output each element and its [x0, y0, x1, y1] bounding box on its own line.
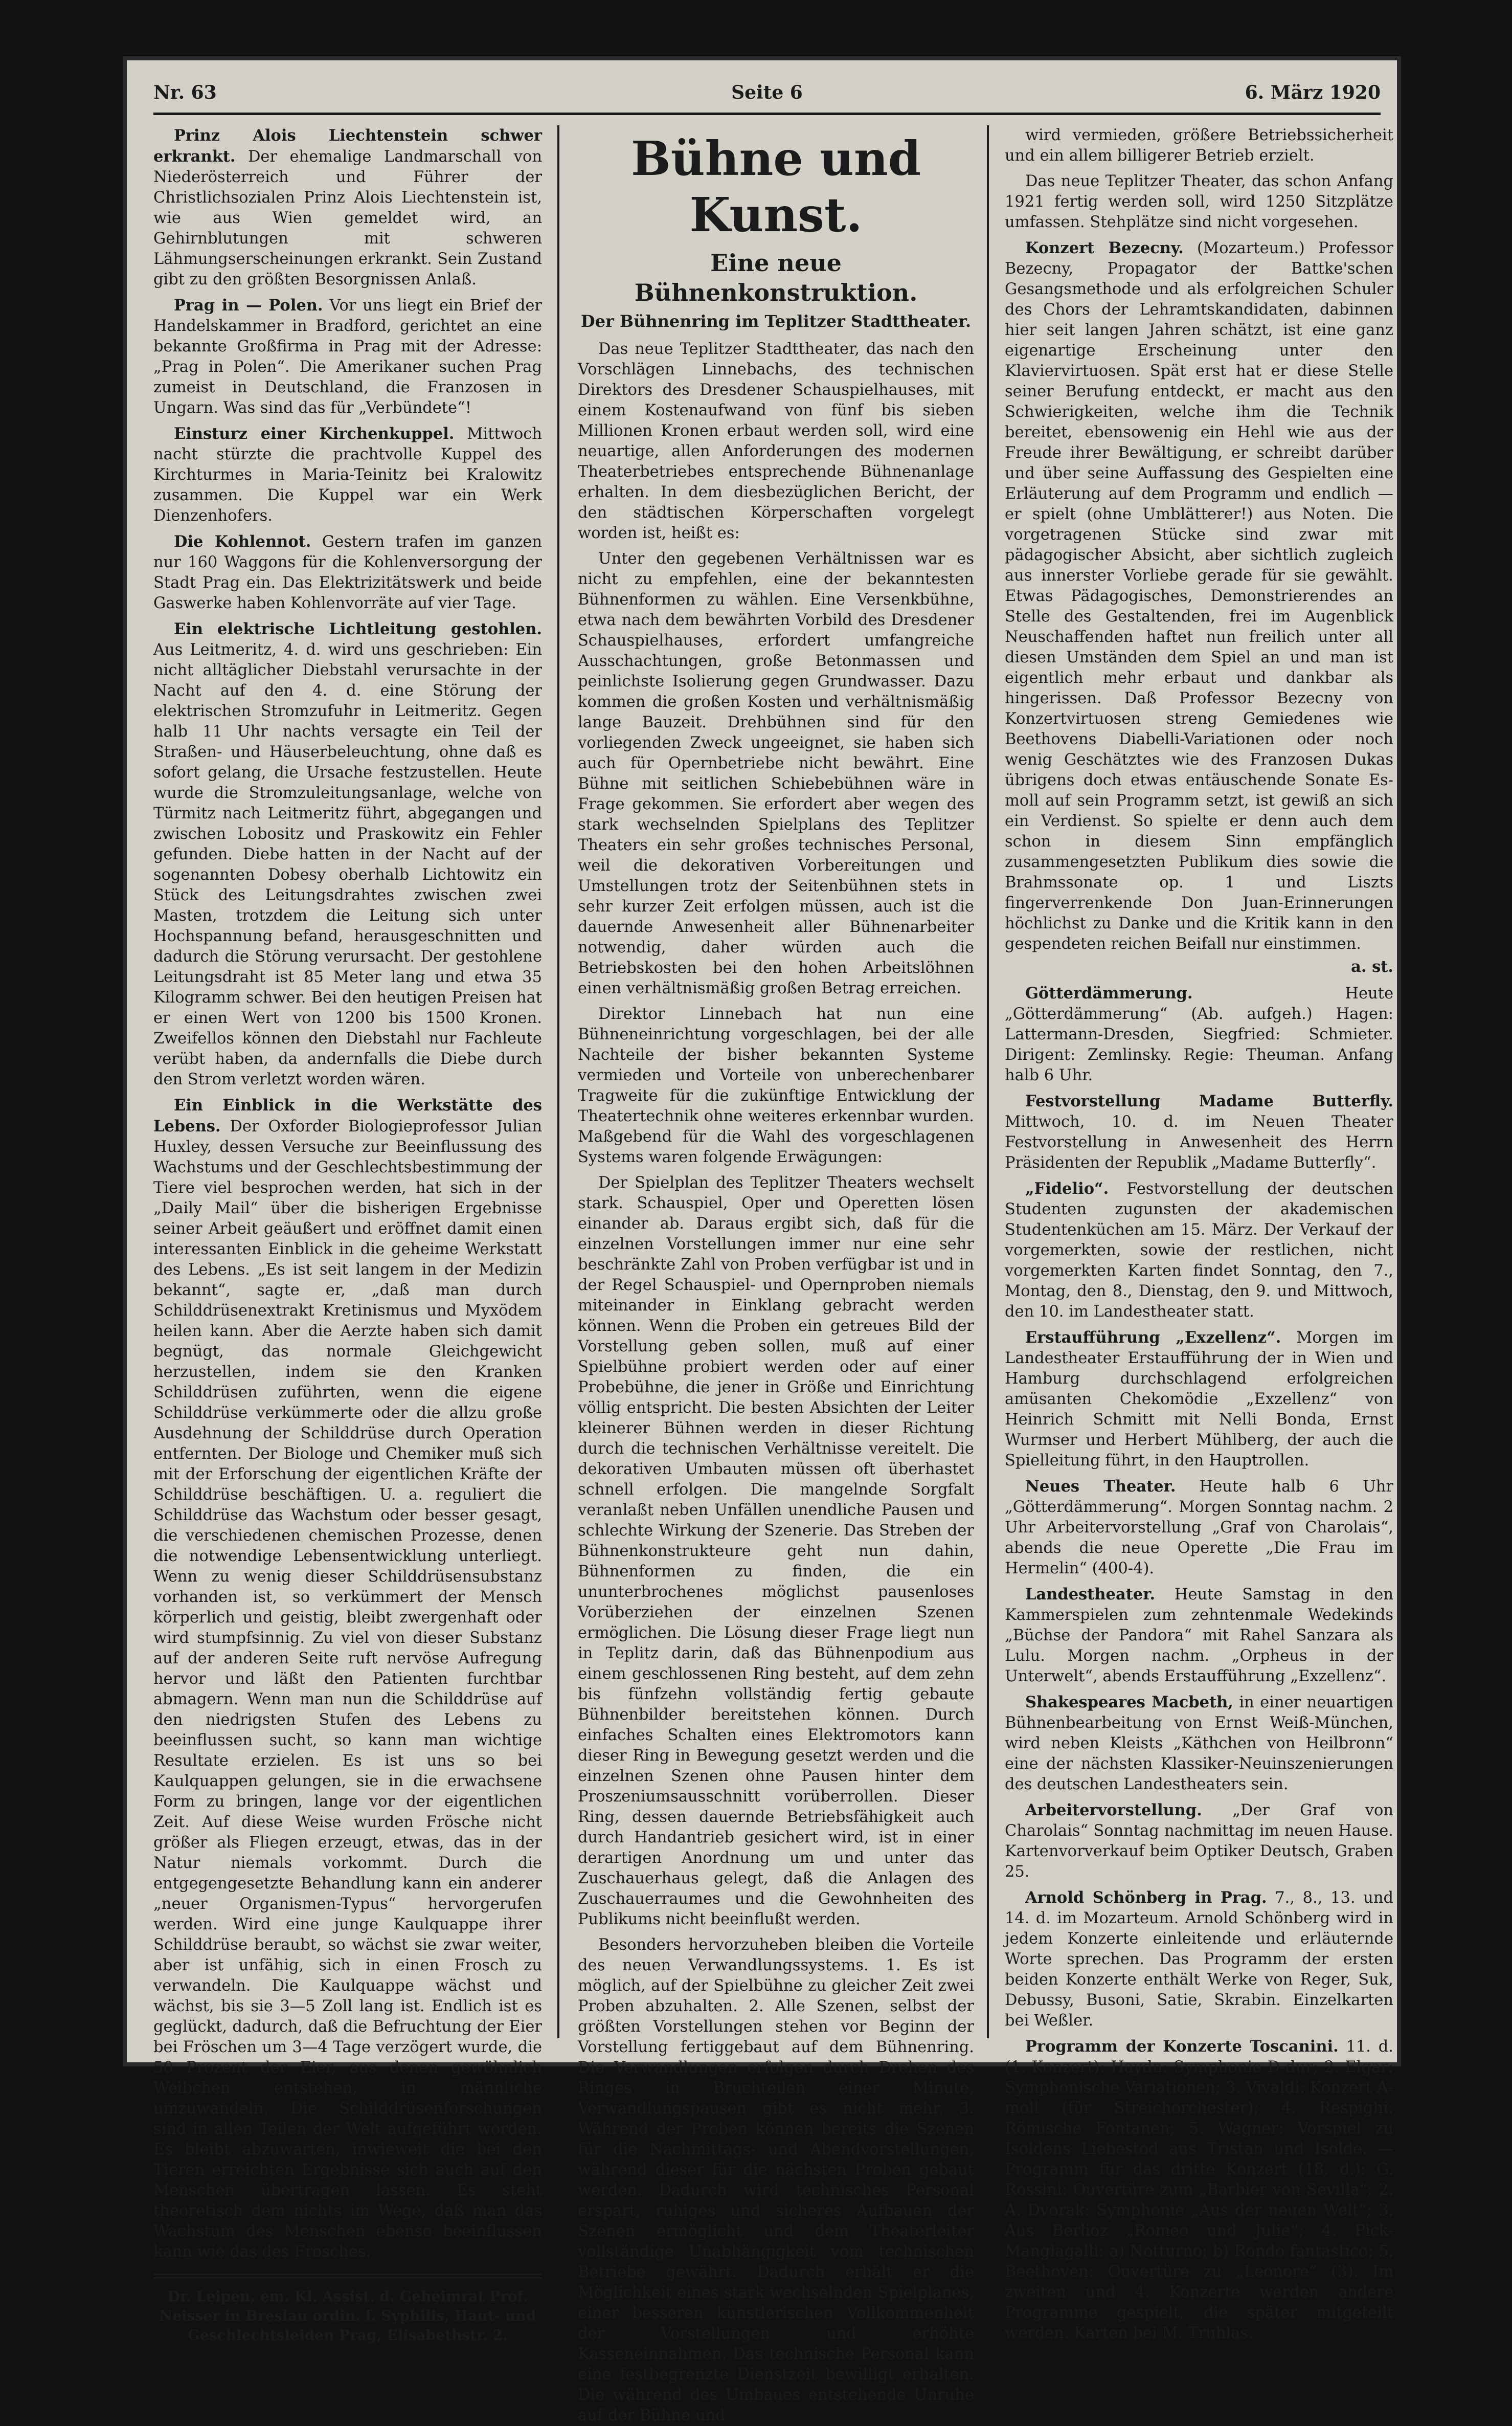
notice-item	[1005, 1327, 1393, 1471]
item-lead: Programm der Konzerte Toscanini.	[1025, 2037, 1339, 2056]
page-number: Seite 6	[731, 82, 803, 103]
issue-number: Nr. 63	[153, 82, 217, 103]
item-lead: Neues Theater.	[1025, 1477, 1176, 1496]
item-text: in einer neuartigen Bühnenbearbeitung von Ernst Weiß-München, wird neben Kleists „Käthchen von Heilbronn“ eine der nächsten Klassiker-Neuinszenierungen des deutschen Landestheaters sein.	[1005, 1694, 1393, 1793]
page-header	[153, 72, 1381, 115]
article-body	[578, 339, 974, 2426]
news-items	[153, 125, 542, 2262]
article-paragraph: Das neue Teplitzer Stadttheater, das nach den Vorschlägen Linnebachs, des technischen Direktors des Dresdener Schauspielhauses, mit einem Kostenaufwand von fünf bis sieben Millionen Kronen erbaut werden soll, wird eine neuartige, allen Anforderungen des modernen Theaterbetriebes entsprechende Bühnenanlage erhalten. In dem diesbezüglichen Bericht, der den städtischen Körperschaften vorgelegt worden ist, heißt es:	[578, 340, 974, 542]
item-lead: Shakespeares Macbeth,	[1025, 1693, 1233, 1711]
item-lead: „Fidelio“.	[1025, 1179, 1109, 1198]
item-text: Mittwoch, 10. d. im Neuen Theater Festvorstellung in Anwesenheit des Herrn Präsidenten der Republik „Madame Butterfly“.	[1005, 1113, 1393, 1172]
article-paragraph: Unter den gegebenen Verhältnissen war es nicht zu empfehlen, eine der bekanntesten Bühnenformen zu wählen. Eine Versenkbühne, etwa nach dem bewährten Vorbild des Dresdener Schauspielhauses, erfordert umfangreiche Ausschachtungen, große Betonmassen und peinlichste Isolierung gegen Grundwasser. Dazu kommen die großen Kosten und verhältnismäßig lange Bauzeit. Drehbühnen sind für den vorliegenden Zweck ungeeignet, sie haben sich auch für Opernbetriebe nicht bewährt. Eine Bühne mit seitlichen Schiebebühnen wäre in Frage gekommen. Sie erfordert aber wegen des stark wechselnden Spielplans des Teplitzer Theaters ein sehr großes technisches Personal, weil die dekorativen Vorbereitungen und Umstellungen trotz der Seitenbühnen stets in sehr kurzer Zeit erfolgen müssen, auch ist die dauernde Anwesenheit aller Bühnenarbeiter notwendig, daher würden auch die Betriebskosten bei den hohen Arbeitslöhnen einen verhältnismäßig großen Betrag erreichen.	[578, 550, 974, 997]
item-lead: Arbeitervorstellung.	[1025, 1801, 1202, 1819]
issue-date: 6. März 1920	[1245, 82, 1381, 103]
item-text: Der Oxforder Biologieprofessor Julian Huxley, dessen Versuche zur Beeinflussung des Wachstums und der Geschlechtsbestimmung der Tiere viel besprochen werden, hat sich in der „Daily Mail“ über die bisherigen Ergebnisse seiner Arbeit geäußert und eröffnet damit einen interessanten Einblick in die geheime Werkstatt des Lebens. „Es ist seit langem in der Medizin bekannt“, sagte er, „daß man durch Schilddrüsenextrakt Kretinismus und Myxödem heilen kann. Aber die Aerzte haben sich damit begnügt, das normale Gleichgewicht herzustellen, indem sie den Kranken Schilddrüsen zuführten, wenn die eigene Schilddrüse verkümmerte oder die allzu große Ausdehnung der Schilddrüse durch Operation entfernten. Der Biologe und Chemiker muß sich mit der Erforschung der eigentlichen Kräfte der Schilddrüse beschäftigen. U. a. reguliert die Schilddrüse das Wachstum oder besser gesagt, die verschiedenen chemischen Prozesse, denen die notwendige Lebensentwicklung unterliegt. Wenn zu wenig dieser Schilddrüsensubstanz vorhanden ist, so verkümmert der Mensch körperlich und geistig, bleibt zwergenhaft oder wird stumpfsinnig. Zu viel von dieser Substanz auf der anderen Seite ruft nervöse Aufregung hervor und läßt den Patienten furchtbar abmagern. Wenn man nun die Schilddrüse auf den niedrigsten Stufen des Lebens zu beeinflussen sucht, so kann man wichtige Resultate erzielen. Es ist uns so bei Kaulquappen gelungen, sie in die erwachsene Form zu bringen, lange vor der eigentlichen Zeit. Auf diese Weise wurden Frösche nicht größer als Fliegen erzeugt, etwas, das in der Natur niemals vorkommt. Durch die entgegengesetzte Behandlung kann ein anderer „neuer Organismen-Typus“ hervorgerufen werden. Wird eine junge Kaulquappe ihrer Schilddrüse beraubt, so wächst sie zwar weiter, aber ist unfähig, sich in einen Frosch zu verwandeln. Die Kaulquappe wächst und wächst, bis sie 3—5 Zoll lang ist. Endlich ist es geglückt, dadurch, daß die Befruchtung der Eier bei Fröschen um 3—4 Tage verzögert wurde, die 50 Prozent der Eier, aus denen gewöhnlich Weibchen entstehen, in männliche umzuwandeln. Die Schilddrüsenforschungen sind in allen Teilen der Welt aufgeführt worden. Es bleibt abzuwarten, inwieweit die bei den Tieren erreichten Ergebnisse sich auch auf den Menschen übertragen lassen. Es steht theoretisch dem nichts im Wege, daß man das Wachstum des Menschen ebenso beeinflussen kann wie das des Frosches.	[153, 1118, 542, 2261]
article-paragraph: Direktor Linnebach hat nun eine Bühneneinrichtung vorgeschlagen, bei der alle Nachteile der bisher bekannten Systeme vermieden und Vorteile von unberechenbarer Tragweite für die zukünftige Entwicklung der Theatertechnik ohne weiteres erkennbar wurden. Maßgebend für die Wahl des vorgeschlagenen Systems waren folgende Erwägungen:	[578, 1005, 974, 1166]
review-paragraph	[1005, 238, 1393, 954]
item-lead: Ein Einblick in die Werkstätte des Lebens.	[153, 1096, 542, 1136]
article-headline: Eine neue Bühnenkonstruktion.	[634, 249, 918, 306]
news-item	[153, 295, 542, 418]
item-text: 7., 8., 13. und 14. d. im Mozarteum. Arnold Schönberg wird in jedem Konzerte einleitende und erläuternde Worte sprechen. Das Programm der ersten beiden Konzerte enthält Werke von Reger, Suk, Debussy, Busoni, Satie, Skrabin. Einzelkarten bei Weßler.	[1005, 1889, 1393, 2030]
article-paragraph: Besonders hervorzuheben bleiben die Vorteile des neuen Verwandlungssystems. 1. Es ist möglich, auf der Spielbühne zu gleicher Zeit zwei Proben abzuhalten. 2. Alle Szenen, selbst der größten Vorstellungen stehen vor Beginn der Vorstellung fertiggebaut auf dem Bühnenring. Die Verwandlungen erfolgen durch Drehen des Ringes in Bruchteilen einer Minute, Verwandlungspausen gibt es nicht mehr. 3. Während der Proben können bereits die Szenen für die Nachmittags- und Abendvorstellungen, während dieser für die nächsten Proben gebaut werden. Dadurch wird technisches Personal erspart, ruhiges und sicheres Aufbauen der Szenen ermöglicht und dem Theaterleiter vollständige Unabhängigkeit vom technischen Betriebe gewährt. Dadurch erhält er die Möglichkeit eines stark wechselnden Spielplanes, einer besseren künstlerischen Vollkommenheit der Vorstellungen und erhöhte Kasseneinnahmen. Das technische Personal kann eine festbegrenzte Dienstzeit bewilligt erhalten. Die während des Umbaues entstehende Unruhe auf der Bühne und	[578, 1936, 974, 2424]
review-signature: a. st.	[1351, 958, 1393, 976]
news-item	[153, 619, 542, 1090]
item-lead: Ein elektrische Lichtleitung gestohlen.	[174, 620, 542, 638]
item-text: Morgen im Landestheater Erstaufführung der in Wien und Hamburg durchschlagend erfolgreichen amüsanten Chekomödie „Exzellenz“ von Heinrich Schmitt mit Nelli Bonda, Ernst Wurmser und Herbert Mühlberg, der auch die Spielleitung führt, in den Hauptrollen.	[1005, 1329, 1393, 1470]
item-text: Aus Leitmeritz, 4. d. wird uns geschrieben: Ein nicht alltäglicher Diebstahl verursachte in der Nacht auf den 4. d. eine Störung der elektrischen Stromzufuhr in Leitmeritz. Gegen halb 11 Uhr nachts versagte ein Teil der Straßen- und Häuserbeleuchtung, ohne daß es sofort gelang, die Ursache festzustellen. Heute wurde die Stromzuleitungsanlage, welche von Türmitz nach Leitmeritz führt, abgegangen und zwischen Lobositz und Praskowitz ein Fehler gefunden. Diebe hatten in der Nacht auf der sogenannten Dobesy oberhalb Lichtowitz ein Stück des Leitungsdrahtes zwischen zwei Masten, trotzdem die Leitung sich unter Hochspannung befand, herausgeschnitten und dadurch die Störung verursacht. Der gestohlene Leitungsdraht ist 85 Meter lang und etwa 35 Kilogramm schwer. Bei den heutigen Preisen hat er einen Wert von 1200 bis 1500 Kronen. Zweifellos können den Diebstahl nur Fachleute verübt haben, da andernfalls die Diebe durch den Strom verletzt worden wären.	[153, 641, 542, 1088]
news-item	[153, 1095, 542, 2262]
notice-item	[1005, 1692, 1393, 1795]
item-lead: Erstaufführung „Exzellenz“.	[1025, 1328, 1281, 1347]
item-text: Das neue Teplitzer Theater, das schon Anfang 1921 fertig werden soll, wird 1250 Sitzplätze umfassen. Stehplätze sind nicht vorgesehen.	[1005, 172, 1393, 231]
item-text: (Mozarteum.) Professor Bezecny, Propagator der Battke'schen Gesangsmethode und als erfolgreichen Schuler des Chors der Lehramtskandidaten, dabinnen hier seit langen Jahren schätzt, ist eine ganz eigenartige Erscheinung unter den Klaviervirtuosen. Spät erst hat er diese Stelle seiner Berufung entdeckt, er macht aus den Schwierigkeiten, welche ihm die Technik bereitet, ebensowenig ein Hehl wie aus der Freude ihrer Bewältigung, er schreibt darüber und über seine Auffassung des Gespielten eine Erläuterung auf dem Programm und endlich — er spielt (ohne Umblätterer!) aus Noten. Die vorgetragenen Stücke sind zwar mit pädagogischer Absicht, aber sichtlich zugleich aus innerster Vorliebe gerade für sie gewählt. Etwas Pädagogisches, Demonstrierendes an Stelle des Gestaltenden, frei im Augenblick Neuschaffenden haftet nun freilich unter all diesen Umständen dem Spiel an und man ist eigentlich mehr erbaut und dankbar als hingerissen. Daß Professor Bezecny von Konzertvirtuosen streng Gemiedenes wie Beethovens Diabelli-Variationen oder noch wenig Geschätztes wie des Franzosen Dukas übrigens doch etwas entäuschende Sonate Es-moll auf sein Programm setzt, ist gewiß an sich ein Verdienst. So spielte er denn auch dem schon in diesem Sinn empfänglich zusammengesetzten Publikum dies sowie die Brahmssonate op. 1 und Liszts fingerverrenkende Don Juan-Erinnerungen höchlichst zu Danke und die Kritik kann in den gespendeten reichen Beifall nur einstimmen.	[1005, 239, 1393, 953]
item-text: „Der Graf von Charolais“ Sonntag nachmittag im neuen Hause. Kartenvorverkauf beim Optiker Deutsch, Graben 25.	[1005, 1801, 1393, 1881]
theatre-notices	[1005, 983, 1393, 2344]
item-text: Mittwoch nacht stürzte die prachtvolle Kuppel des Kirchturmes in Maria-Teinitz bei Kralowitz zusammen. Die Kuppel war ein Werk Dienzenhofers.	[153, 425, 542, 525]
item-lead: Die Kohlennot.	[174, 532, 311, 551]
item-lead: Götterdämmerung.	[1025, 984, 1193, 1003]
concert-review	[1005, 125, 1393, 954]
item-lead: Landestheater.	[1025, 1585, 1156, 1604]
notice-item	[1005, 983, 1393, 1086]
news-item	[153, 424, 542, 526]
column-rule	[987, 125, 989, 2038]
article-subhead: Der Bühnenring im Teplitzer Stadttheater.	[580, 311, 972, 331]
notice-item	[1005, 1476, 1393, 1579]
advertisement: Dr. Leipen, em. Kl. Assist. d. Geheimrat Prof. Neisser in Breslau ordin. f. Syphilis, Haut- und Geschlechtsleiden Prag, Elisabethstr. 2.	[153, 2274, 542, 2345]
item-text: Vor uns liegt ein Brief der Handelskammer in Bradford, gerichtet an eine bekannte Großfirma in Prag mit der Adresse: „Prag in Polen“. Die Amerikaner suchen Prag zumeist in Deutschland, die Franzosen in Ungarn. Was sind das für „Verbündete“!	[153, 297, 542, 417]
item-lead: Prinz Alois Liechtenstein schwer erkrankt.	[153, 126, 542, 166]
news-item	[153, 125, 542, 290]
item-text: wird vermieden, größere Betriebssicherheit und ein allem billigerer Betrieb erzielt.	[1005, 126, 1393, 165]
item-text: Gestern trafen im ganzen nur 160 Waggons für die Kohlenversorgung der Stadt Prag ein. Das Elektrizitätswerk und beide Gaswerke haben Kohlenvorräte auf vier Tage.	[153, 533, 542, 612]
item-lead: Einsturz einer Kirchenkuppel.	[174, 425, 455, 443]
item-text: Heute Samstag in den Kammerspielen zum zehntenmale Wedekinds „Büchse der Pandora“ mit Rahel Sanzara als Lulu. Morgen nachm. „Orpheus in der Unterwelt“, abends Erstaufführung „Exzellenz“.	[1005, 1586, 1393, 1685]
item-text: Festvorstellung der deutschen Studenten zugunsten der akademischen Studentenküchen am 15. März. Der Verkauf der vorgemerkten, sowie der restlichen, nicht vorgemerkten Karten findet Sonntag, den 7., Montag, den 8., Dienstag, den 9. und Mittwoch, den 10. im Landestheater statt.	[1005, 1180, 1393, 1321]
column-theatre	[578, 125, 974, 2424]
notice-item	[1005, 1178, 1393, 1322]
item-lead: Festvorstellung Madame Butterfly.	[1025, 1092, 1393, 1110]
item-text: Heute halb 6 Uhr „Götterdämmerung“. Morgen Sonntag nachm. 2 Uhr Arbeitervorstellung „Graf von Charolais“, abends die neue Operette „Die Frau im Hermelin“ (400-4).	[1005, 1478, 1394, 1577]
item-text: Der ehemalige Landmarschall von Niederösterreich und Führer der Christlichsozialen Prinz Alois Liechtenstein ist, wie aus Wien gemeldet wird, an Gehirnblutungen mit schweren Lähmungserscheinungen erkrankt. Sein Zustand gibt zu den größten Besorgnissen Anlaß.	[153, 148, 542, 288]
item-lead: Prag in — Polen.	[174, 296, 323, 315]
column-rule	[557, 125, 559, 2038]
column-arts	[1005, 125, 1394, 2342]
notice-item	[1005, 1887, 1393, 2031]
notice-item	[1005, 2036, 1393, 2344]
item-lead: Arnold Schönberg in Prag.	[1025, 1888, 1267, 1907]
review-paragraph	[1005, 171, 1393, 233]
notice-item	[1005, 1584, 1393, 1687]
section-masthead: Bühne und Kunst.	[630, 131, 921, 242]
notice-item	[1005, 1091, 1393, 1173]
item-text: 11. d. (1. Konzert): Haydn: Symphonie D-dur; 2. Elgar: Symphonische Variationen; 3. Vivaldi: Konzert A-moll (für Streichorchester); 4. Respighi: Römische Fontanen; 5. Wagner: Vorspiel zu Isoldens Liebestod aus Tristan und Isolde. — Programm für das dritte Konzert (18. d.): G. Rossini: Ouvertüre zum „Barbier von Sevilla“; 2. A. Dvorak: Symphonie „Aus der neuen Welt“; 3. Aus Berlioz „Romeo und Julie“; 4. Pick-Mangiagalli: a) Notturno; b) Rondo fantastico; 5. Beethoven: Ouvertüre zu „Leonore“ (3). Im zweiten und 4. Konzerte werden andere Programme gespielt, die später mitgeteilt werden. Karten bei M. Truhlas.	[1005, 2038, 1393, 2342]
item-lead: Konzert Bezecny.	[1025, 239, 1184, 257]
newspaper-page	[123, 56, 1401, 2424]
column-news	[153, 125, 542, 2344]
notice-item	[1005, 1800, 1393, 1882]
review-paragraph	[1005, 125, 1393, 166]
article-paragraph: Der Spielplan des Teplitzer Theaters wechselt stark. Schauspiel, Oper und Operetten lösen einander ab. Daraus ergibt sich, daß für die einzelnen Vorstellungen immer nur eine sehr beschränkte Zahl von Proben verfügbar ist und in der Regel Schauspiel- und Opernproben niemals miteinander in Einklang gebracht werden können. Wenn die Proben ein getreues Bild der Vorstellung geben sollen, muß auf einer Spielbühne probiert werden oder auf einer Probebühne, die jener in Größe und Einrichtung völlig entspricht. Die besten Absichten der Leiter kleinerer Bühnen werden in dieser Richtung durch die technischen Verhältnisse vereitelt. Die dekorativen Umbauten müssen oft überhastet schnell erfolgen. Die mangelnde Sorgfalt veranlaßt neben Unfällen unendliche Pausen und schlechte Wirkung der Szenerie. Das Streben der Bühnenkonstrukteure geht nun dahin, Bühnenformen zu finden, die ein ununterbrochenes möglichst pausenloses Vorüberziehen der einzelnen Szenen ermöglichen. Die Lösung dieser Frage liegt nun in Teplitz darin, daß das Bühnenpodium aus einem geschlossenen Ring besteht, auf dem zehn bis fünfzehn vollständig fertig gebaute Bühnenbilder bereitstehen können. Durch einfaches Schalten eines Elektromotors kann dieser Ring in Bewegung gesetzt werden und die einzelnen Szenen ohne Pausen hinter dem Proszeniumsausschnitt vorüberrollen. Dieser Ring, dessen dauernde Betriebsfähigkeit auch durch Handantrieb gesichert wird, ist in einer derartigen Anordnung um und unter das Zuschauerhaus gelegt, daß die Anlagen des Zuschauerraumes und die Gewohnheiten des Publikums nicht beeinflußt werden.	[578, 1174, 974, 1928]
item-text: Heute „Götterdämmerung“ (Ab. aufgeh.) Hagen: Lattermann-Dresden, Siegfried: Schmieter. Dirigent: Zemlinsky. Regie: Theuman. Anfang halb 6 Uhr.	[1005, 985, 1393, 1084]
news-item	[153, 531, 542, 614]
